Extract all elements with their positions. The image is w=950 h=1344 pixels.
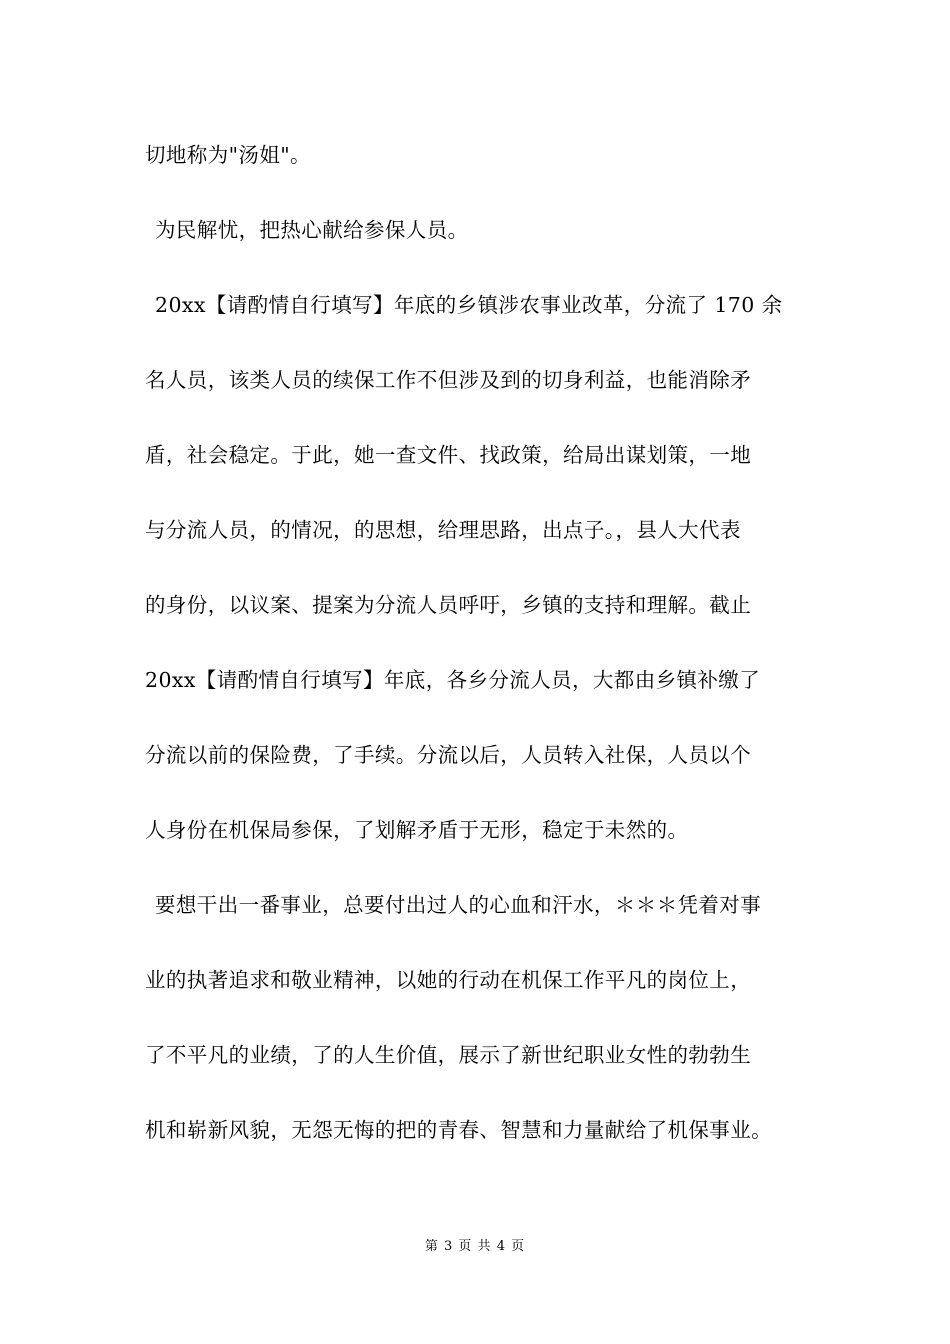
text-line: 业的执著追求和敬业精神，以她的行动在机保工作平凡的岗位上， (145, 968, 752, 992)
text-line: 机和崭新风貌，无怨无悔的把的青春、智慧和力量献给了机保事业。 (145, 1118, 772, 1142)
text-line: 名人员，该类人员的续保工作不但涉及到的切身利益，也能消除矛 (145, 368, 752, 392)
text-line: 人身份在机保局参保，了划解矛盾于无形，稳定于未然的。 (145, 818, 689, 842)
text-line: 切地称为"汤姐"。 (145, 143, 311, 167)
text-line: 与分流人员，的情况，的思想，给理思路，出点子。，县人大代表 (145, 518, 741, 542)
text-line: 盾，社会稳定。于此，她一查文件、找政策，给局出谋划策，一地 (145, 443, 752, 467)
page-number-label: 第 3 页 共 4 页 (424, 1239, 526, 1254)
page-footer (0, 1235, 950, 1254)
text-line: 要想干出一番事业，总要付出过人的心血和汗水，＊＊＊凭着对事 (155, 893, 762, 917)
text-line: 的身份，以议案、提案为分流人员呼吁，乡镇的支持和理解。截止 (145, 593, 752, 617)
text-line: 了不平凡的业绩，了的人生价值，展示了新世纪职业女性的勃勃生 (145, 1043, 752, 1067)
text-line: 20xx【请酌情自行填写】年底，各乡分流人员，大都由乡镇补缴了 (145, 668, 761, 692)
text-line: 分流以前的保险费，了手续。分流以后，人员转入社保，人员以个 (145, 743, 752, 767)
text-line: 20xx【请酌情自行填写】年底的乡镇涉农事业改革，分流了 170 余 (155, 293, 783, 317)
body-text (145, 135, 835, 1185)
text-line: 为民解忧，把热心献给参保人员。 (155, 218, 469, 242)
